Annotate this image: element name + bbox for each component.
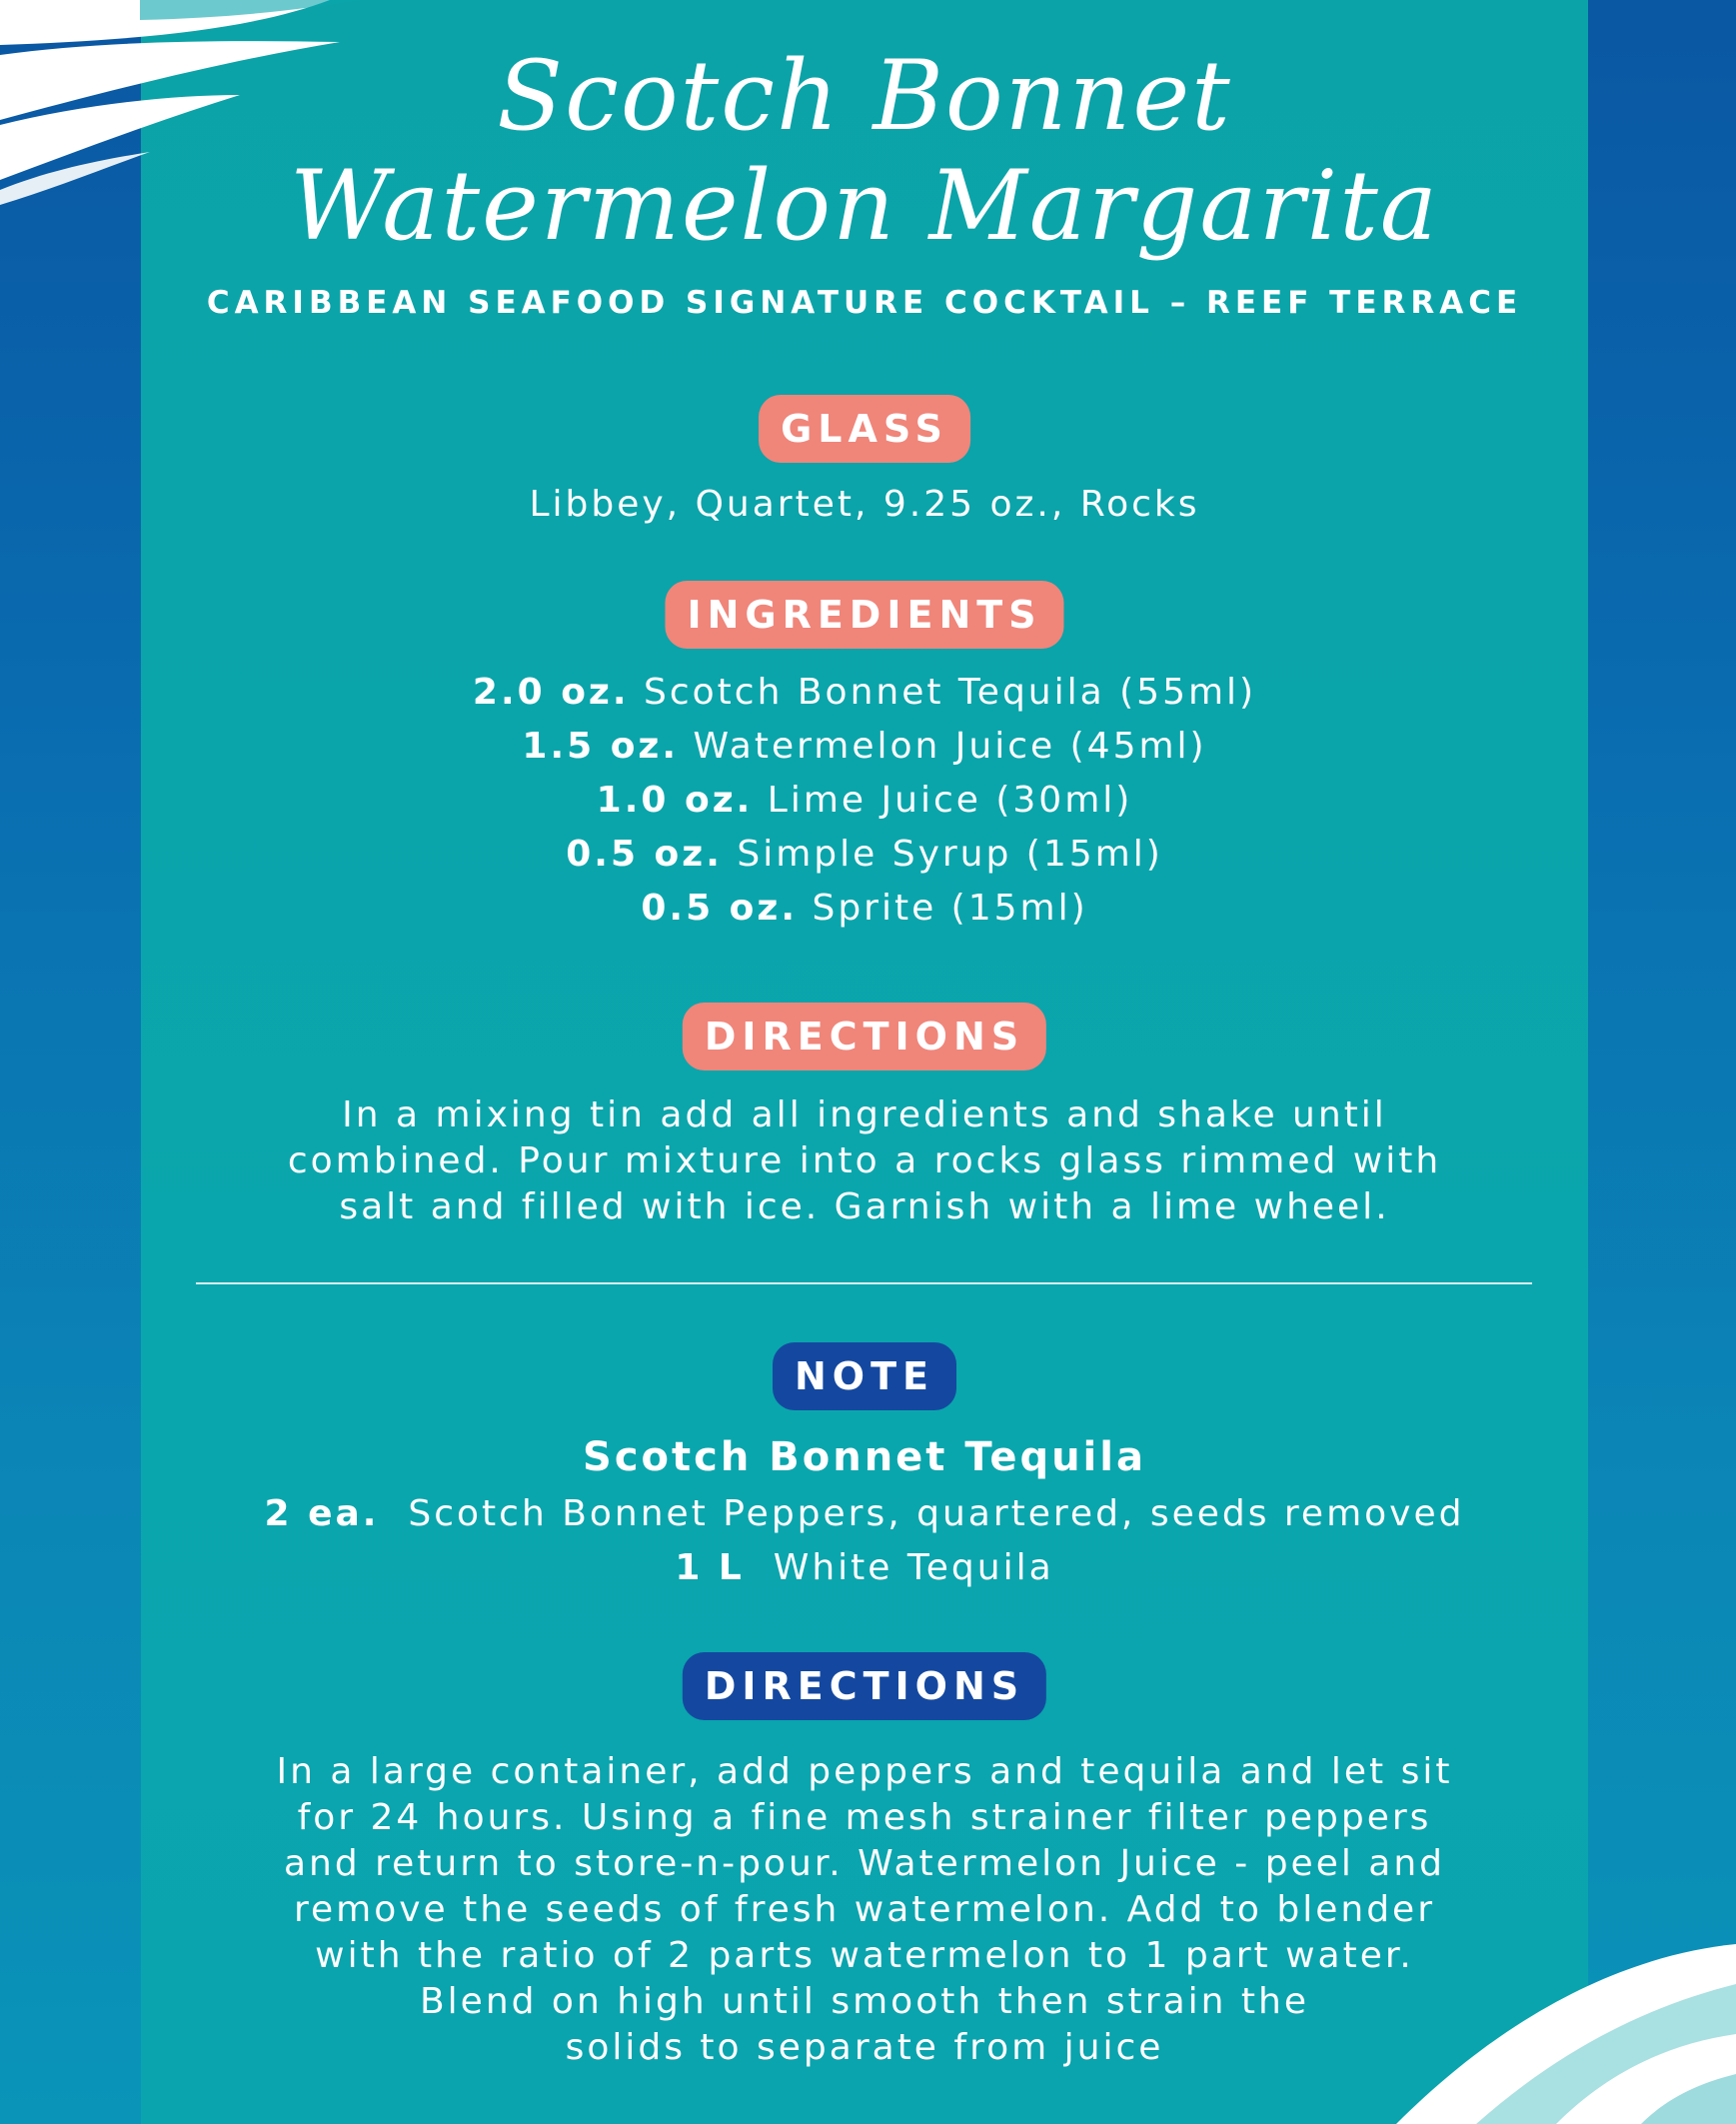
note-directions-line: In a large container, add peppers and tequila and let sit <box>276 1751 1453 1792</box>
directions-line: In a mixing tin add all ingredients and shake until <box>342 1094 1387 1135</box>
note-directions-line: Blend on high until smooth then strain the <box>419 1981 1310 2022</box>
ingredient-name: Sprite (15ml) <box>812 888 1088 929</box>
recipe-title-line2: Watermelon Margarita <box>289 150 1440 262</box>
note-directions-line: with the ratio of 2 parts watermelon to 1 part water. <box>315 1935 1414 1976</box>
ingredient-amount: 0.5 oz. <box>566 834 723 875</box>
note-item-amount: 1 L <box>675 1547 745 1588</box>
ingredient-item <box>141 778 1588 824</box>
directions-line: combined. Pour mixture into a rocks glass rimmed with <box>287 1140 1442 1181</box>
ingredient-amount: 1.0 oz. <box>596 780 754 821</box>
ingredient-amount: 2.0 oz. <box>472 672 630 713</box>
ingredient-amount: 1.5 oz. <box>522 726 680 767</box>
glass-label-pill: GLASS <box>759 395 970 463</box>
note-directions-line: and return to store-n-pour. Watermelon Juice - peel and <box>283 1843 1446 1884</box>
ingredient-item <box>141 832 1588 878</box>
ingredient-item <box>141 886 1588 932</box>
note-label-pill: NOTE <box>773 1342 956 1410</box>
recipe-title-line1: Scotch Bonnet <box>497 40 1232 152</box>
directions-label-pill: DIRECTIONS <box>683 1003 1046 1070</box>
ingredient-name: Simple Syrup (15ml) <box>737 834 1163 875</box>
ingredients-label-pill: INGREDIENTS <box>665 581 1063 649</box>
note-item-amount: 2 ea. <box>264 1493 380 1534</box>
note-directions-line: remove the seeds of fresh watermelon. Add to blender <box>294 1889 1435 1930</box>
note-item <box>141 1491 1588 1537</box>
ingredient-name: Lime Juice (30ml) <box>767 780 1133 821</box>
ingredient-item <box>141 724 1588 770</box>
note-item-name: Scotch Bonnet Peppers, quartered, seeds removed <box>408 1493 1465 1534</box>
note-directions-line: for 24 hours. Using a fine mesh strainer filter peppers <box>297 1797 1432 1838</box>
recipe-subtitle: CARIBBEAN SEAFOOD SIGNATURE COCKTAIL – REEF TERRACE <box>206 285 1523 321</box>
ingredient-name: Watermelon Juice (45ml) <box>693 726 1207 767</box>
note-title: Scotch Bonnet Tequila <box>583 1434 1146 1480</box>
ingredient-amount: 0.5 oz. <box>641 888 799 929</box>
note-item-name: White Tequila <box>773 1547 1054 1588</box>
glass-value: Libbey, Quartet, 9.25 oz., Rocks <box>529 484 1200 525</box>
ingredient-name: Scotch Bonnet Tequila (55ml) <box>644 672 1257 713</box>
section-divider <box>196 1282 1532 1284</box>
note-directions-label-pill: DIRECTIONS <box>683 1652 1046 1720</box>
ingredient-item <box>141 670 1588 716</box>
note-item <box>141 1545 1588 1591</box>
directions-text <box>201 1092 1528 1230</box>
note-directions-line: solids to separate from juice <box>565 2027 1164 2068</box>
directions-line: salt and filled with ice. Garnish with a lime wheel. <box>339 1186 1390 1227</box>
note-directions-text <box>201 1749 1528 2071</box>
